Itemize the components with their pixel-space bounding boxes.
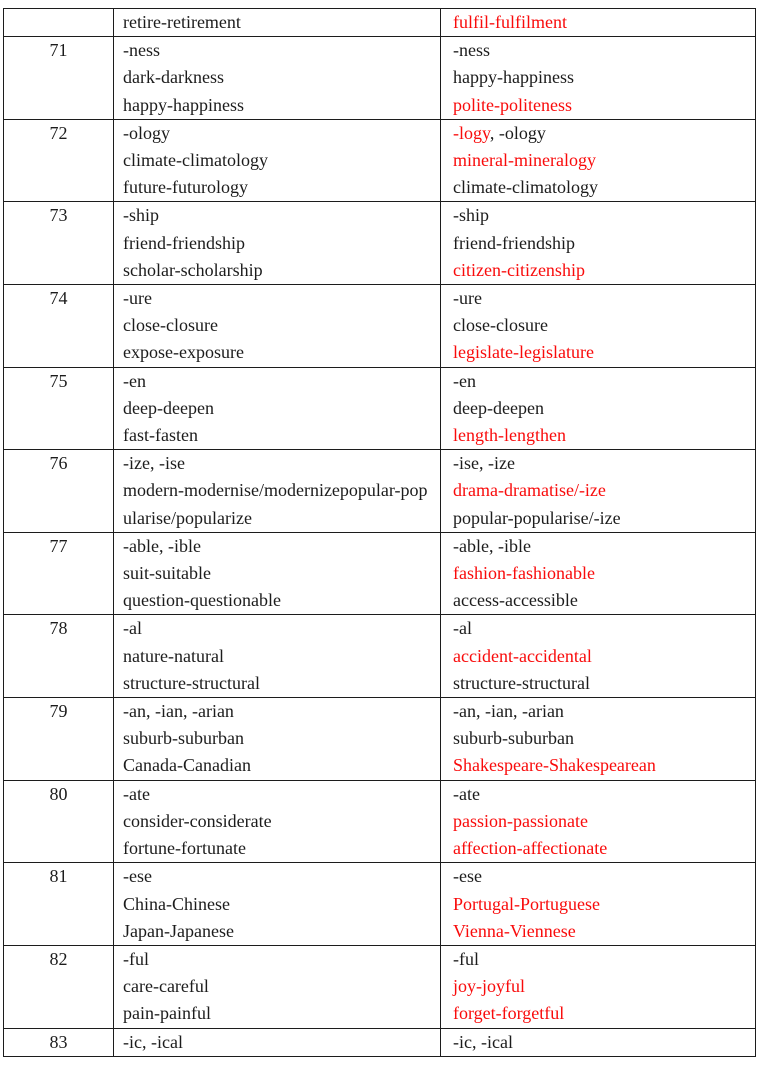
highlighted-text: Vienna-Viennese	[453, 920, 576, 941]
text-line	[114, 863, 440, 890]
left-cell	[114, 285, 441, 368]
text-line	[441, 587, 755, 614]
plain-text: deep-deepen	[123, 397, 214, 418]
row-number: 71	[4, 37, 114, 120]
plain-text: -ate	[453, 783, 480, 804]
plain-text: -al	[123, 618, 142, 639]
text-line	[441, 230, 755, 257]
table-row	[4, 367, 756, 450]
text-line	[441, 973, 755, 1000]
text-line	[114, 9, 440, 36]
row-number: 81	[4, 863, 114, 946]
text-line	[114, 312, 440, 339]
plain-text: question-questionable	[123, 590, 281, 611]
table-row	[4, 863, 756, 946]
text-line	[114, 339, 440, 366]
plain-text: climate-climatology	[453, 177, 598, 198]
plain-text: climate-climatology	[123, 150, 268, 171]
table-row	[4, 780, 756, 863]
highlighted-text: affection-affectionate	[453, 838, 608, 859]
plain-text: popular-popularise/-ize	[453, 507, 621, 528]
left-cell	[114, 367, 441, 450]
plain-text: friend-friendship	[123, 232, 245, 253]
plain-text: -en	[453, 370, 476, 391]
text-line	[114, 560, 440, 587]
text-line	[441, 37, 755, 64]
row-number: 72	[4, 119, 114, 202]
row-number: 80	[4, 780, 114, 863]
right-cell	[441, 202, 756, 285]
left-cell	[114, 780, 441, 863]
right-cell	[441, 698, 756, 781]
highlighted-text: polite-politeness	[453, 94, 572, 115]
table-row	[4, 698, 756, 781]
highlighted-text: fashion-fashionable	[453, 563, 595, 584]
plain-text: close-closure	[453, 315, 548, 336]
row-number: 82	[4, 945, 114, 1028]
table-row	[4, 1028, 756, 1056]
plain-text: -ate	[123, 783, 150, 804]
plain-text: expose-exposure	[123, 342, 244, 363]
text-line	[114, 505, 440, 532]
text-line	[114, 202, 440, 229]
text-line	[441, 477, 755, 504]
plain-text: care-careful	[123, 976, 209, 997]
text-line	[114, 120, 440, 147]
right-cell	[441, 945, 756, 1028]
text-line	[441, 615, 755, 642]
right-cell	[441, 532, 756, 615]
highlighted-text: citizen-citizenship	[453, 259, 585, 280]
plain-text: -ful	[123, 948, 149, 969]
left-cell	[114, 9, 441, 37]
text-line	[114, 422, 440, 449]
text-line	[441, 781, 755, 808]
left-cell	[114, 37, 441, 120]
text-line	[441, 533, 755, 560]
highlighted-text: length-lengthen	[453, 425, 566, 446]
text-line	[441, 1000, 755, 1027]
plain-text: happy-happiness	[453, 67, 574, 88]
text-line	[114, 395, 440, 422]
text-line	[441, 64, 755, 91]
right-cell	[441, 1028, 756, 1056]
plain-text: -al	[453, 618, 472, 639]
plain-text: -able, -ible	[453, 535, 531, 556]
text-line	[114, 477, 440, 504]
table-row	[4, 945, 756, 1028]
text-line	[441, 312, 755, 339]
text-line	[114, 725, 440, 752]
text-line	[114, 285, 440, 312]
text-line	[441, 339, 755, 366]
plain-text: suburb-suburban	[123, 728, 244, 749]
text-line	[441, 752, 755, 779]
text-line	[114, 257, 440, 284]
plain-text: nature-natural	[123, 645, 224, 666]
text-line	[114, 615, 440, 642]
text-line	[441, 835, 755, 862]
text-line	[114, 670, 440, 697]
text-line	[114, 643, 440, 670]
text-line	[114, 752, 440, 779]
text-line	[114, 533, 440, 560]
text-line	[114, 698, 440, 725]
plain-text: -an, -ian, -arian	[453, 701, 564, 722]
text-line	[441, 174, 755, 201]
left-cell	[114, 119, 441, 202]
text-line	[441, 670, 755, 697]
plain-text: happy-happiness	[123, 94, 244, 115]
text-line	[114, 946, 440, 973]
plain-text: -ic, -ical	[453, 1031, 513, 1052]
plain-text: fortune-fortunate	[123, 838, 246, 859]
plain-text: future-futurology	[123, 177, 248, 198]
row-number: 79	[4, 698, 114, 781]
left-cell	[114, 450, 441, 533]
left-cell	[114, 698, 441, 781]
plain-text: -ure	[453, 288, 482, 309]
table-row	[4, 9, 756, 37]
plain-text: -ure	[123, 288, 152, 309]
highlighted-text: passion-passionate	[453, 810, 588, 831]
plain-text: -an, -ian, -arian	[123, 701, 234, 722]
plain-text: , -ology	[489, 122, 546, 143]
text-line	[441, 725, 755, 752]
plain-text: -able, -ible	[123, 535, 201, 556]
plain-text: -ness	[123, 40, 160, 61]
text-line	[114, 835, 440, 862]
plain-text: friend-friendship	[453, 232, 575, 253]
plain-text: Canada-Canadian	[123, 755, 251, 776]
table-row	[4, 202, 756, 285]
plain-text: -ese	[453, 866, 482, 887]
plain-text: fast-fasten	[123, 425, 198, 446]
text-line	[114, 918, 440, 945]
suffix-table	[3, 8, 756, 1057]
highlighted-text: legislate-legislature	[453, 342, 594, 363]
left-cell	[114, 202, 441, 285]
left-cell	[114, 1028, 441, 1056]
text-line	[441, 643, 755, 670]
left-cell	[114, 863, 441, 946]
text-line	[114, 368, 440, 395]
highlighted-text: Portugal-Portuguese	[453, 893, 600, 914]
table-row	[4, 615, 756, 698]
right-cell	[441, 863, 756, 946]
text-line	[114, 891, 440, 918]
text-line	[441, 285, 755, 312]
plain-text: ularise/popularize	[123, 507, 252, 528]
plain-text: close-closure	[123, 315, 218, 336]
row-number: 73	[4, 202, 114, 285]
plain-text: -ese	[123, 866, 152, 887]
plain-text: deep-deepen	[453, 397, 544, 418]
plain-text: consider-considerate	[123, 810, 272, 831]
plain-text: dark-darkness	[123, 67, 224, 88]
plain-text: pain-painful	[123, 1003, 211, 1024]
plain-text: suit-suitable	[123, 563, 211, 584]
left-cell	[114, 945, 441, 1028]
right-cell	[441, 285, 756, 368]
text-line	[441, 450, 755, 477]
plain-text: suburb-suburban	[453, 728, 574, 749]
plain-text: structure-structural	[453, 672, 590, 693]
table-row	[4, 450, 756, 533]
highlighted-text: accident-accidental	[453, 645, 592, 666]
plain-text: -ful	[453, 948, 479, 969]
row-number: 83	[4, 1028, 114, 1056]
table-row	[4, 532, 756, 615]
text-line	[114, 92, 440, 119]
plain-text: -ness	[453, 40, 490, 61]
highlighted-text: drama-dramatise/-ize	[453, 480, 606, 501]
plain-text: retire-retirement	[123, 12, 241, 32]
plain-text: -ship	[123, 205, 159, 226]
text-line	[441, 505, 755, 532]
right-cell	[441, 450, 756, 533]
text-line	[441, 946, 755, 973]
text-line	[441, 257, 755, 284]
plain-text: access-accessible	[453, 590, 578, 611]
text-line	[441, 1029, 755, 1056]
plain-text: -en	[123, 370, 146, 391]
left-cell	[114, 532, 441, 615]
highlighted-text: forget-forgetful	[453, 1003, 565, 1024]
plain-text: Japan-Japanese	[123, 920, 234, 941]
row-number: 77	[4, 532, 114, 615]
highlighted-text: mineral-mineralogy	[453, 150, 596, 171]
text-line	[441, 891, 755, 918]
highlighted-text: Shakespeare-Shakespearean	[453, 755, 656, 776]
text-line	[114, 1000, 440, 1027]
plain-text: modern-modernise/modernizepopular-pop	[123, 480, 428, 501]
text-line	[441, 918, 755, 945]
text-line	[114, 230, 440, 257]
plain-text: -ic, -ical	[123, 1031, 183, 1052]
plain-text: structure-structural	[123, 672, 260, 693]
table-body	[4, 9, 756, 1057]
plain-text: scholar-scholarship	[123, 259, 263, 280]
text-line	[114, 147, 440, 174]
left-cell	[114, 615, 441, 698]
text-line	[441, 395, 755, 422]
text-line	[114, 174, 440, 201]
text-line	[114, 973, 440, 1000]
text-line	[441, 863, 755, 890]
plain-text: -ology	[123, 122, 170, 143]
text-line	[441, 147, 755, 174]
text-line	[114, 781, 440, 808]
text-line	[441, 202, 755, 229]
right-cell	[441, 119, 756, 202]
table-row	[4, 119, 756, 202]
highlighted-text: joy-joyful	[453, 976, 525, 997]
row-number: 76	[4, 450, 114, 533]
right-cell	[441, 615, 756, 698]
text-line	[441, 120, 755, 147]
text-line	[441, 368, 755, 395]
row-number: 74	[4, 285, 114, 368]
text-line	[114, 37, 440, 64]
text-line	[114, 64, 440, 91]
text-line	[114, 450, 440, 477]
right-cell	[441, 37, 756, 120]
highlighted-text: -logy	[453, 122, 490, 143]
text-line	[441, 92, 755, 119]
table-row	[4, 285, 756, 368]
text-line	[114, 808, 440, 835]
plain-text: -ship	[453, 205, 489, 226]
plain-text: -ise, -ize	[453, 453, 515, 474]
highlighted-text: fulfil-fulfilment	[453, 12, 567, 32]
text-line	[114, 1029, 440, 1056]
text-line	[441, 698, 755, 725]
text-line	[441, 808, 755, 835]
row-number: 78	[4, 615, 114, 698]
row-number	[4, 9, 114, 37]
text-line	[441, 422, 755, 449]
plain-text: China-Chinese	[123, 893, 230, 914]
right-cell	[441, 9, 756, 37]
plain-text: -ize, -ise	[123, 453, 185, 474]
text-line	[441, 9, 755, 36]
table-row	[4, 37, 756, 120]
right-cell	[441, 780, 756, 863]
text-line	[441, 560, 755, 587]
right-cell	[441, 367, 756, 450]
row-number: 75	[4, 367, 114, 450]
text-line	[114, 587, 440, 614]
